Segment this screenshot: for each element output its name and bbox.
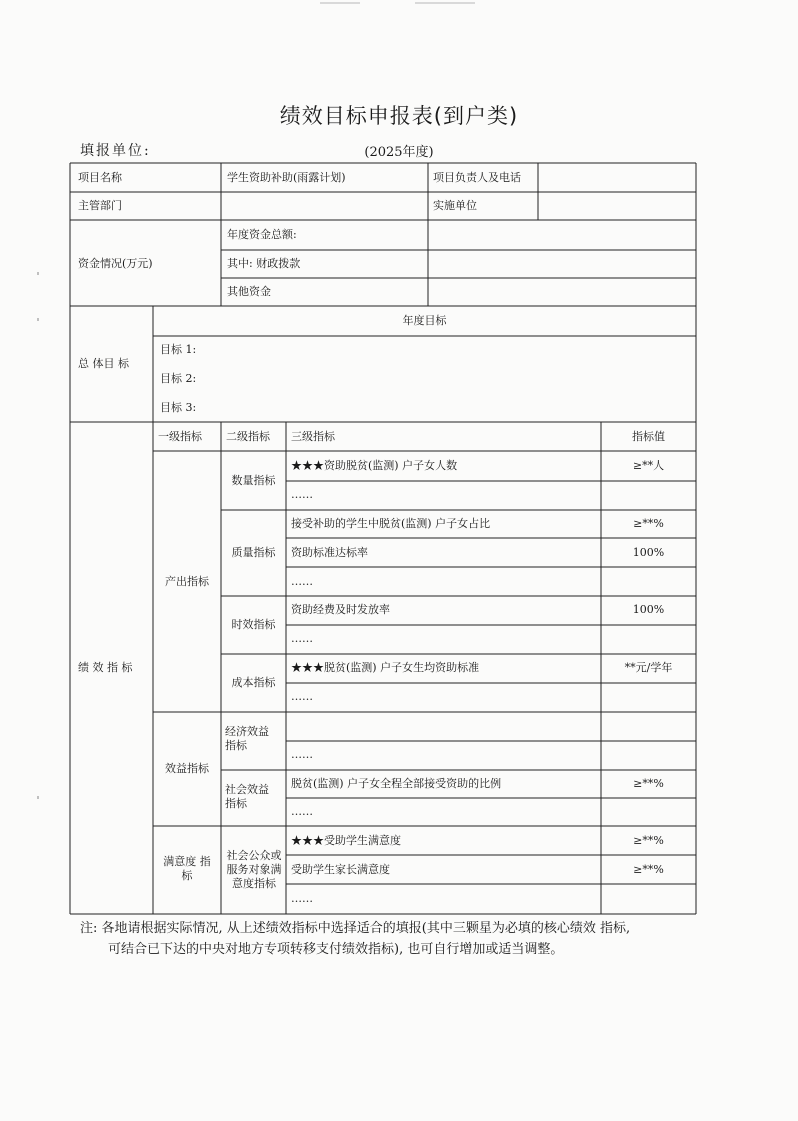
- quantity-indicator-label: 数量指标: [231, 474, 276, 487]
- goal-item: 目标 3:: [160, 401, 197, 414]
- social-benefit-label: 社会效益指标: [225, 783, 269, 810]
- dept-label: 主管部门: [78, 199, 122, 212]
- indicator-text: 接受补助的学生中脱贫(监测) 户子女占比: [291, 517, 491, 530]
- indicator-value: ≥**%: [633, 777, 664, 790]
- goal-item: 目标 2:: [160, 372, 197, 385]
- indicator-text: ……: [291, 488, 313, 501]
- indicator-value: **元/学年: [624, 661, 673, 674]
- indicator-value: ≥**%: [633, 863, 664, 876]
- overall-goals-label: 总 体目 标: [78, 357, 129, 370]
- indicator-text: 资助经费及时发放率: [291, 603, 390, 616]
- indicator-text: ……: [291, 690, 313, 703]
- quality-indicator-label: 质量指标: [231, 546, 276, 559]
- cost-indicator-label: 成本指标: [231, 676, 276, 689]
- indicator-text: ……: [291, 575, 313, 588]
- footnote-line: 注: 各地请根据实际情况, 从上述绩效指标中选择适合的填报(其中三颗星为必填的核心绩效 指标,: [80, 921, 631, 936]
- footnote: [80, 918, 720, 960]
- project-manager-label: 项目负责人及电话: [433, 171, 521, 184]
- unit-label: 填报单位:: [80, 143, 151, 159]
- document-title: 绩效目标申报表(到户类): [279, 104, 519, 128]
- indicator-value: ≥**%: [633, 517, 664, 530]
- funds-other-label: 其他资金: [227, 285, 271, 298]
- benefit-indicators-label: 效益指标: [165, 762, 209, 775]
- header-level3: 三级指标: [291, 430, 335, 443]
- indicator-value: 100%: [632, 546, 665, 559]
- timeliness-indicator-label: 时效指标: [231, 618, 276, 631]
- funds-fiscal-label: 其中: 财政拨款: [227, 257, 301, 270]
- perf-indicators-label: 绩 效 指 标: [78, 661, 133, 674]
- economic-benefit-label: 经济效益指标: [225, 725, 269, 752]
- indicator-text: 资助标准达标率: [291, 546, 368, 559]
- year-label: (2025年度): [364, 145, 434, 160]
- indicator-value: ≥**%: [633, 834, 664, 847]
- indicator-value: 100%: [632, 603, 665, 616]
- project-name-label: 项目名称: [78, 171, 122, 184]
- indicator-text: ★★★资助脱贫(监测) 户子女人数: [291, 459, 458, 472]
- indicator-text: ……: [291, 805, 313, 818]
- indicator-text: ……: [291, 632, 313, 645]
- indicator-value: ≥**人: [632, 459, 665, 472]
- project-name-value: 学生资助补助(雨露计划): [227, 171, 346, 184]
- footnote-line: 可结合已下达的中央对地方专项转移支付绩效指标), 也可自行增加或适当调整。: [108, 942, 564, 957]
- indicator-text: ……: [291, 892, 313, 905]
- public-satisfaction-label: 社会公众或服务对象满意度指标: [226, 849, 282, 890]
- impl-unit-label: 实施单位: [433, 199, 477, 212]
- funds-total-label: 年度资金总额:: [227, 228, 297, 241]
- goal-item: 目标 1:: [160, 343, 197, 356]
- output-indicators-label: 产出指标: [165, 575, 209, 588]
- header-value: 指标值: [632, 430, 665, 443]
- indicator-text: ★★★受助学生满意度: [291, 834, 401, 847]
- satisfaction-indicators-label: 满意度 指标: [163, 855, 211, 882]
- header-level2: 二级指标: [226, 430, 270, 443]
- indicator-text: 受助学生家长满意度: [291, 863, 390, 876]
- header-level1: 一级指标: [158, 430, 202, 443]
- indicator-text: ……: [291, 748, 313, 761]
- funds-label: 资金情况(万元): [78, 257, 153, 270]
- indicator-text: 脱贫(监测) 户子女全程全部接受资助的比例: [291, 777, 502, 790]
- annual-goals-header: 年度目标: [402, 314, 447, 327]
- indicator-text: ★★★脱贫(监测) 户子女生均资助标准: [291, 661, 480, 674]
